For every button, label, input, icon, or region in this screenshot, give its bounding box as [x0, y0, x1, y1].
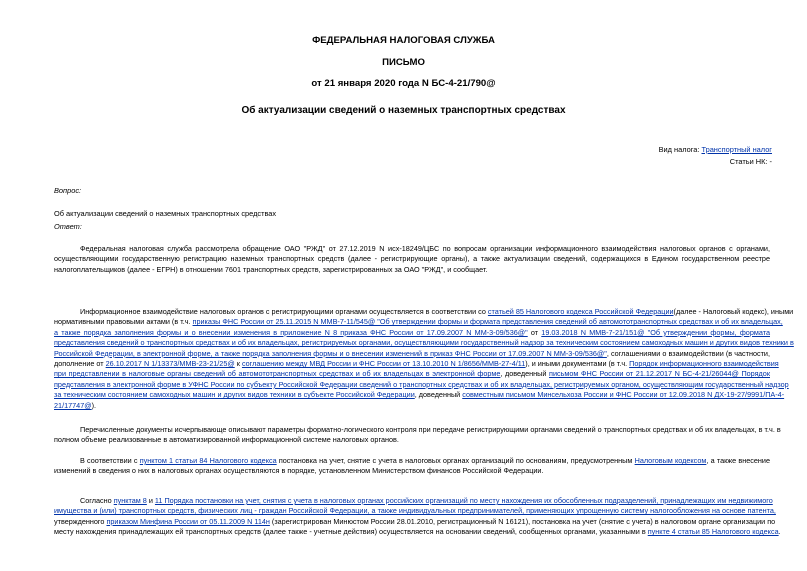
paragraph-1	[54, 244, 770, 275]
text-run: .	[778, 527, 781, 537]
paragraph-3	[54, 425, 781, 446]
link-joint-letter-cont[interactable]: 21/17747@	[54, 400, 92, 410]
link-order-114n[interactable]: приказом Минфина России от 05.11.2009 N 114н	[106, 516, 270, 526]
text-run: В соответствии с	[80, 456, 140, 465]
document-type: ПИСЬМО	[382, 57, 425, 68]
text-run: месту нахождения принадлежащих ей транспортных средств (далее также - учетные действия) осуществляется на основании сведений, сообщенных органами, указанными в	[54, 527, 648, 537]
paragraph-line	[54, 359, 779, 369]
paragraph-4	[54, 456, 770, 477]
paragraph-line	[54, 349, 770, 359]
paragraph-line: Перечисленные документы исчерпывающе описывают параметры форматно-логического контроля при передаче регистрирующими органами сведений о транспортных средствах и об их владельцах, в т.ч. в	[80, 425, 781, 434]
paragraph-line: Федеральная налоговая служба рассмотрела обращение ОАО "РЖД" от 27.12.2019 N исх-18249/ЦБС по вопросам организации информационного взаимодействия налоговых органов с органами,	[80, 244, 770, 253]
paragraph-line: осуществляющими государственную регистрацию наземных транспортных средств (далее - регистрирующие органы), а также актуализации сведений, содержащихся в Едином государственном реестре	[54, 254, 770, 264]
link-tax-code[interactable]: Налоговым кодексом	[634, 456, 707, 465]
tax-type-link[interactable]: Транспортный налог	[701, 145, 772, 154]
paragraph-line	[54, 527, 781, 537]
question-text: Об актуализации сведений о наземных транспортных средствах	[54, 209, 277, 218]
text-run: Информационное взаимодействие налоговых органов с регистрирующими органами осуществляется в соответствии со	[80, 307, 488, 316]
question-label: Вопрос:	[54, 186, 82, 195]
paragraph-line: полном объеме реализованные в автоматизированной информационной системе налоговых органов.	[54, 435, 399, 445]
text-run: постановка на учет, снятие с учета в налоговых органах организаций по основаниям, предусмотренным	[276, 456, 635, 465]
paragraph-2	[54, 307, 794, 411]
text-run: (зарегистрирован Минюстом России 28.01.2010, регистрационный N 16121), постановка на учет (снятие с учета) в налоговом органе организации по	[269, 516, 776, 526]
paragraph-line	[54, 506, 776, 516]
paragraph-line	[54, 379, 789, 390]
paragraph-line	[54, 516, 776, 527]
paragraph-line	[54, 317, 783, 327]
text-run: утвержденного	[54, 516, 107, 526]
paragraph-line	[54, 401, 770, 411]
link-procedure-cont[interactable]: имущества и (или) транспортных средств, физических лиц - граждан Российской Федерации, а также индивидуальных предпринимателей, применяющих упрощенную систему налогообложения на основе патента,	[54, 506, 776, 516]
paragraph-line: изменений в сведения о них в налоговых органах осуществляются в порядке, установленном Министерством финансов Российской Федерации.	[54, 466, 544, 476]
paragraph-line	[54, 496, 773, 506]
text-run: , доведенный	[414, 390, 463, 400]
link-item-8[interactable]: пунктам 8	[113, 496, 147, 505]
link-interaction-procedure[interactable]: Порядок информационного взаимодействия	[629, 359, 779, 369]
link-mvd-agreement[interactable]: соглашению между МВД России и ФНС России от 13.10.2010 N 1/8656/ММВ-27-4/11	[241, 359, 526, 369]
text-run: , соглашениями о взаимодействии (в частности,	[606, 348, 770, 358]
document-subject: Об актуализации сведений о наземных транспортных средствах	[241, 105, 566, 116]
link-article-85[interactable]: статьей 85 Налогового кодекса Российской Федерации	[487, 307, 674, 316]
paragraph-5	[54, 496, 781, 538]
link-submission-procedure[interactable]: представления в электронной форме в УФНС России по субъекту Российской Федерации сведений о транспортных средствах и об их владельцах, регистрируемых органом, осуществляющим государственный надзор	[54, 379, 789, 389]
link-order-151[interactable]: 19.03.2018 N ММВ-7-21/151@ "Об утверждении формы, формата	[541, 327, 770, 337]
link-joint-letter[interactable]: совместным письмом Минсельхоза России и ФНС России от 12.09.2018 N ДХ-19-27/9991/ПА-4-	[462, 390, 785, 400]
text-run: (далее - Налоговый кодекс), иными	[673, 307, 794, 316]
link-article-85-item-4[interactable]: пункте 4 статьи 85 Налогового кодекса	[647, 527, 779, 537]
agency-title: ФЕДЕРАЛЬНАЯ НАЛОГОВАЯ СЛУЖБА	[312, 35, 495, 46]
answer-label: Ответ:	[54, 222, 82, 231]
link-article-84[interactable]: пунктом 1 статьи 84 Налогового кодекса	[139, 456, 277, 465]
link-order-151-cont[interactable]: представления сведений о транспортных средствах и об их владельцах, регистрируемых органами, осуществляющими государственный надзор за техническим состоянием самоходных машин и других видов техники в	[54, 338, 794, 348]
link-interaction-procedure-cont[interactable]: при представлении в налоговые органы сведений об автомототранспортных средствах и об их владельцах в электронной форме	[54, 369, 501, 379]
link-addendum[interactable]: 26.10.2017 N 1/13373/ММВ-23-21/25@	[105, 359, 235, 369]
link-order-151-end[interactable]: Российской Федерации, в электронной форме, а также порядка заполнения формы и о внесении изменений в приказ ФНС России от 17.09.2007 N ММ-3-09/536@"	[54, 348, 607, 358]
text-run: , доведенный	[500, 369, 550, 379]
text-run: от	[527, 327, 542, 337]
link-order-545[interactable]: приказы ФНС России от 25.11.2015 N ММВ-7-11/545@ "Об утверждении формы и формата представления сведений об автомототранспортных средствах и об их владельцах,	[192, 317, 783, 327]
link-submission-procedure-cont[interactable]: за техническим состоянием самоходных машин и других видов техники в субъекте Российской Федерации	[54, 390, 415, 400]
text-run: и	[146, 496, 155, 505]
document-date-number: от 21 января 2020 года N БС-4-21/790@	[311, 78, 496, 89]
paragraph-line	[54, 456, 770, 466]
text-run: ).	[91, 400, 97, 410]
link-item-11-procedure[interactable]: 11 Порядка постановки на учет, снятия с учета в налоговых органах российских организаций по месту нахождения их обособленных подразделений, принадлежащих им недвижимого	[154, 496, 773, 505]
text-run: ), и иными документами (в т.ч.	[525, 359, 630, 369]
tax-type-line	[659, 145, 772, 155]
text-run: , а также внесение	[706, 456, 771, 465]
tax-type-label: Вид налога:	[658, 145, 702, 154]
text-run: дополнение от	[54, 359, 106, 369]
paragraph-line	[54, 328, 770, 338]
paragraph-line	[54, 369, 770, 379]
paragraph-line	[54, 307, 794, 317]
text-run: нормативными правовыми актами (в т.ч.	[54, 317, 193, 327]
link-letter-26044[interactable]: письмом ФНС России от 21.12.2017 N БС-4-21/26044@ Порядок	[549, 369, 770, 379]
tax-code-articles: Статьи НК: -	[729, 157, 772, 166]
text-run: к	[234, 359, 242, 369]
paragraph-line	[54, 338, 794, 348]
paragraph-line	[54, 390, 785, 400]
paragraph-line: налогоплательщиков (далее - ЕГРН) в отношении 7601 транспортных средств, зарегистрированных за ОАО "РЖД", и сообщает.	[54, 264, 488, 274]
link-order-545-cont[interactable]: а также порядка заполнения формы и о внесении изменения в приложение N 8 приказа ФНС России от 17.09.2007 N ММ-3-09/536@"	[54, 327, 528, 337]
text-run: Согласно	[80, 496, 114, 505]
